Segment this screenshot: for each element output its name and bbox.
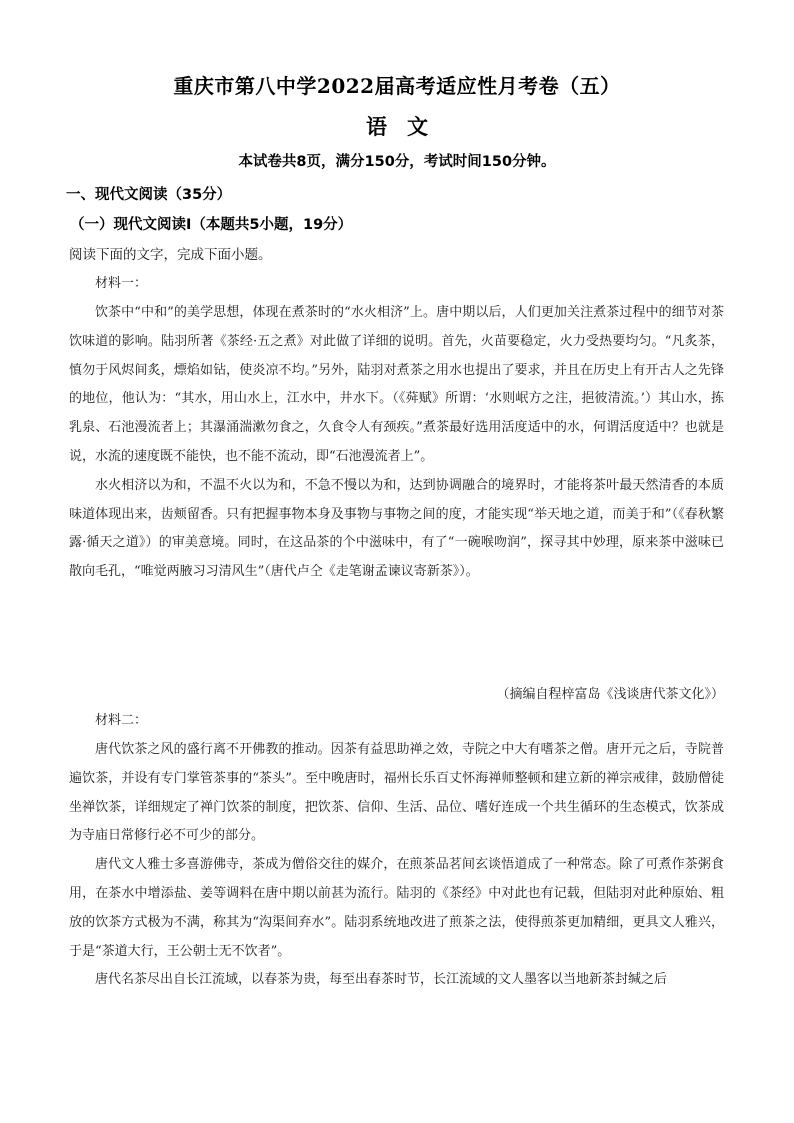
material1-source: （摘编自程梓富岛《浅谈唐代茶文化》）: [496, 687, 724, 702]
reading-instruction: 阅读下面的文字，完成下面小题。: [69, 247, 272, 263]
subject-title: 语文: [366, 114, 448, 139]
material2-label-block: [69, 707, 724, 736]
material2-paragraph-3: 唐代名茶尽出自长江流域，以春茶为贵，每至出春茶时节，长江流域的文人墨客以当地新茶封缄之后: [95, 972, 668, 988]
material1-paragraph-1: 饮茶中“中和”的美学思想，体现在煮茶时的“水火相济”上。唐中期以后，人们更加关注煮茶过程中的细节对茶饮味道的影响。陆羽所著《茶经·五之煮》对此做了详细的说明。首先，火苗要稳定，火力受热要均匀。“凡炙茶，慎勿于风烬间炙，熛焰如钻，使炎凉不均。”另外，陆羽对煮茶之用水也提出了要求，并且在历史上有开古人之先锋的地位，他认为：“其水，用山水上，江水中，井水下。（《荈赋》所谓：‘水则岷方之注，挹彼清流。’）其山水，拣乳泉、石池漫流者上；其瀑涌湍漱勿食之，久食令人有颈疾。”煮茶最好选用活度适中的水，何谓活度适中？也就是说，水流的速度既不能快，也不能不流动，即“石池漫流者上”。: [69, 305, 724, 464]
exam-title: 重庆市第八中学2022届高考适应性月考卷（五）: [173, 74, 621, 98]
material1-text: [69, 299, 724, 587]
material1-label: 材料一：: [95, 276, 148, 291]
material2-paragraph-1: 唐代饮茶之风的盛行离不开佛教的推动。因茶有益思助禅之效，寺院之中大有嗜茶之僧。唐开元之后，寺院普遍饮茶，并设有专门掌管茶事的“茶头”。至中晚唐时，福州长乐百丈怀海禅师整顿和建立新的禅宗戒律，鼓励僧徒坐禅饮茶，详细规定了禅门饮茶的制度，把饮茶、信仰、生活、品位、嗜好连成一个共生循环的生态模式，饮茶成为寺庙日常修行必不可少的部分。: [69, 742, 724, 844]
material2-label: 材料二：: [95, 713, 148, 728]
exam-info: 本试卷共8页，满分150分，考试时间150分钟。: [238, 154, 556, 170]
section-subheading: （一）现代文阅读Ⅰ（本题共5小题，19分）: [70, 217, 353, 233]
material2-paragraph-2: 唐代文人雅士多喜游佛寺，茶成为僧俗交往的媒介，在煎茶品茗间玄谈悟道成了一种常态。除了可煮作茶粥食用，在茶水中增添盐、姜等调料在唐中期以前甚为流行。陆羽的《茶经》中对此也有记载，但陆羽对此种原始、粗放的饮茶方式极为不满，称其为“沟渠间弃水”。陆羽系统地改进了煎茶之法，使得煎茶更加精细，更具文人雅兴，于是“茶道大行，王公朝士无不饮者”。: [69, 857, 724, 959]
section-heading: 一、现代文阅读（35分）: [66, 187, 232, 203]
material1-label-block: [69, 270, 724, 299]
material2-text: [69, 736, 724, 995]
material1-paragraph-2: 水火相济以为和，不温不火以为和，不急不慢以为和，达到协调融合的境界时，才能将茶叶最天然清香的本质味道体现出来，齿颊留香。只有把握事物本身及事物与事物之间的度，才能实现“举天地之道，而美于和”（《春秋繁露·循天之道》）的审美意境。同时，在这品茶的个中滋味中，有了“一碗喉吻润”，探寻其中妙理，原来茶中滋味已散向毛孔，“唯觉两腋习习清风生”（唐代卢仝《走笔谢孟谏议寄新茶》）。: [69, 477, 724, 580]
